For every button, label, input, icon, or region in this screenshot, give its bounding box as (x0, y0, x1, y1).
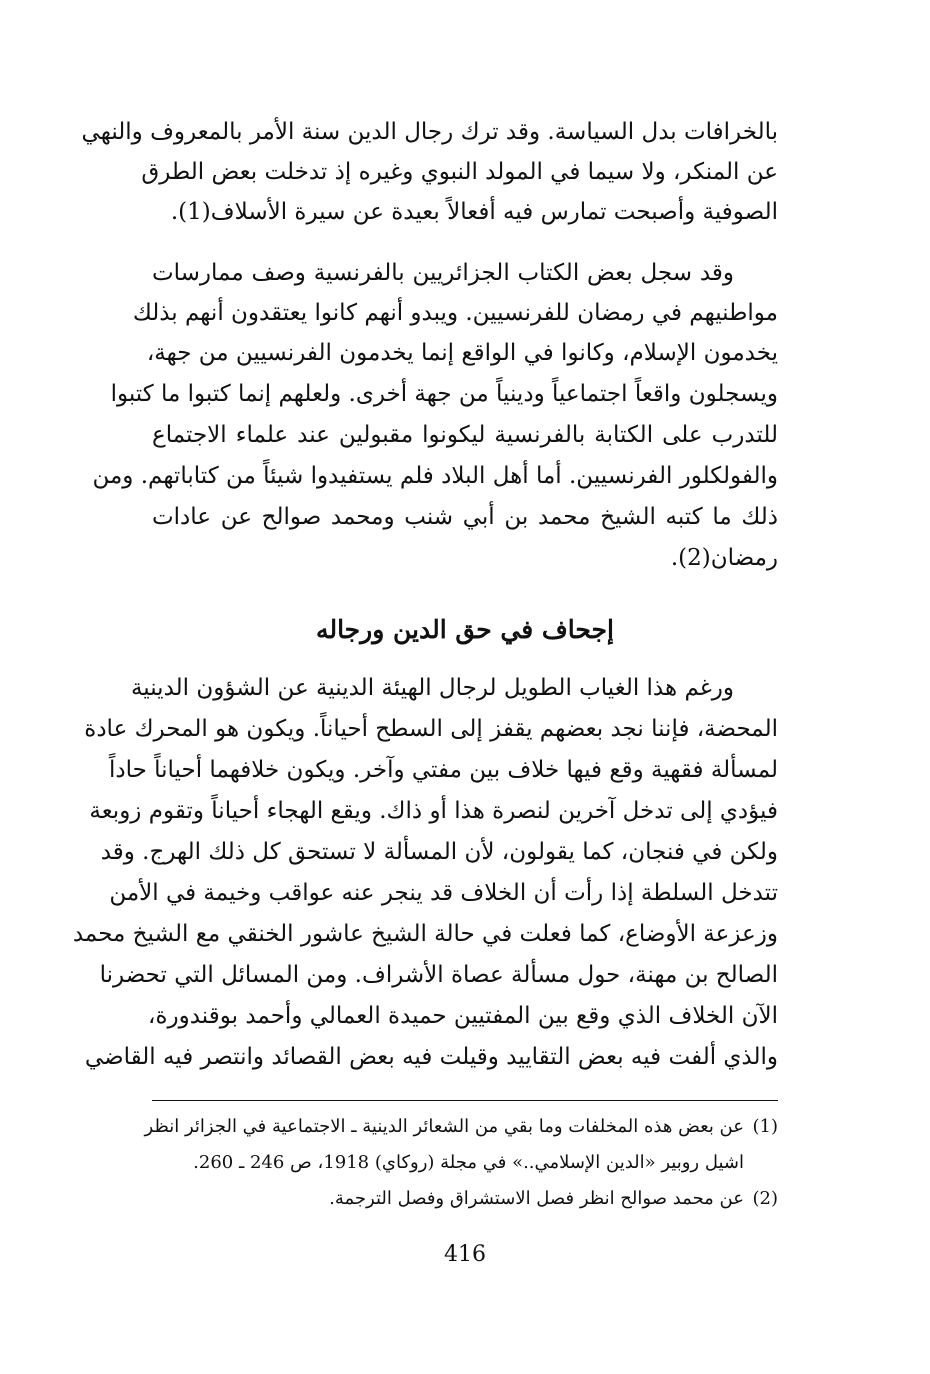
text-line: الصوفية وأصبحت تمارس فيه أفعالاً بعيدة عن سيرة الأسلاف(1). (170, 199, 778, 225)
text-line: عن المنكر، ولا سيما في المولد النبوي وغيره إذ تدخلت بعض الطرق (141, 159, 778, 185)
footnote-2 (152, 1184, 778, 1214)
text-line: ويسجلون واقعاً اجتماعياً ودينياً من جهة أخرى. ولعلهم إنما كتبوا ما كتبوا (110, 381, 778, 407)
text-line: ولكن في فنجان، كما يقولون، لأن المسألة لا تستحق كل ذلك الهرج. وقد (100, 839, 778, 865)
section-heading: إجحاف في حق الدين ورجاله (316, 615, 614, 644)
footnote-text: عن بعض هذه المخلفات وما بقي من الشعائر الدينية ـ الاجتماعية في الجزائر انظر (144, 1116, 744, 1137)
text-line: مواطنيهم في رمضان للفرنسيين. ويبدو أنهم كانوا يعتقدون أنهم بذلك (132, 300, 778, 326)
text-line: والذي ألفت فيه بعض التقاييد وقيلت فيه بعض القصائد وانتصر فيه القاضي (84, 1044, 778, 1070)
text-line: تتدخل السلطة إذا رأت أن الخلاف قد ينجر عنه عواقب وخيمة في الأمن (109, 880, 778, 906)
text-line: لمسألة فقهية وقع فيها خلاف بين مفتي وآخر. ويكون خلافهما أحياناً حاداً (108, 757, 778, 783)
text-line: ورغم هذا الغياب الطويل لرجال الهيئة الدينية عن الشؤون الدينية (130, 675, 734, 701)
text-line: ذلك ما كتبه الشيخ محمد بن أبي شنب ومحمد صوالح عن عادات (152, 504, 778, 530)
text-line: وقد سجل بعض الكتاب الجزائريين بالفرنسية وصف ممارسات (152, 260, 734, 286)
text-line: الآن الخلاف الذي وقع بين المفتيين حميدة العمالي وأحمد بوقندورة، (148, 1003, 778, 1029)
text-line: وزعزعة الأوضاع، كما فعلت في حالة الشيخ عاشور الخنقي مع الشيخ محمد (72, 921, 778, 947)
text-line: المحضة، فإننا نجد بعضهم يقفز إلى السطح أحياناً. ويكون هو المحرك عادة (84, 716, 778, 742)
text-line: رمضان(2). (670, 545, 778, 571)
footnote-text: عن محمد صوالح انظر فصل الاستشراق وفصل الترجمة. (329, 1188, 744, 1209)
text-line: الصالح بن مهنة، حول مسألة عصاة الأشراف. ومن المسائل التي تحضرنا (99, 962, 778, 988)
footnote-text: اشيل روبير «الدين الإسلامي..» في مجلة (روكاي) 1918، ص 246 ـ 260. (193, 1152, 744, 1173)
footnote-separator (152, 1100, 778, 1101)
footnote-number: (2) (752, 1188, 778, 1209)
text-line: للتدرب على الكتابة بالفرنسية ليكونوا مقبولين عند علماء الاجتماع (152, 422, 778, 448)
page-number: 416 (444, 1242, 486, 1267)
footnote-1 (144, 1112, 778, 1142)
text-line: بالخرافات بدل السياسة. وقد ترك رجال الدين سنة الأمر بالمعروف والنهي (81, 119, 778, 145)
text-line: فيؤدي إلى تدخل آخرين لنصرة هذا أو ذاك. ويقع الهجاء أحياناً وتقوم زوبعة (89, 798, 778, 824)
text-line: يخدمون الإسلام، وكانوا في الواقع إنما يخدمون الفرنسيين من جهة، (146, 340, 778, 366)
footnote-1-continuation (152, 1148, 778, 1178)
text-line: والفولكلور الفرنسيين. أما أهل البلاد فلم يستفيدوا شيئاً من كتاباتهم. ومن (92, 463, 778, 489)
footnote-number: (1) (752, 1116, 778, 1137)
